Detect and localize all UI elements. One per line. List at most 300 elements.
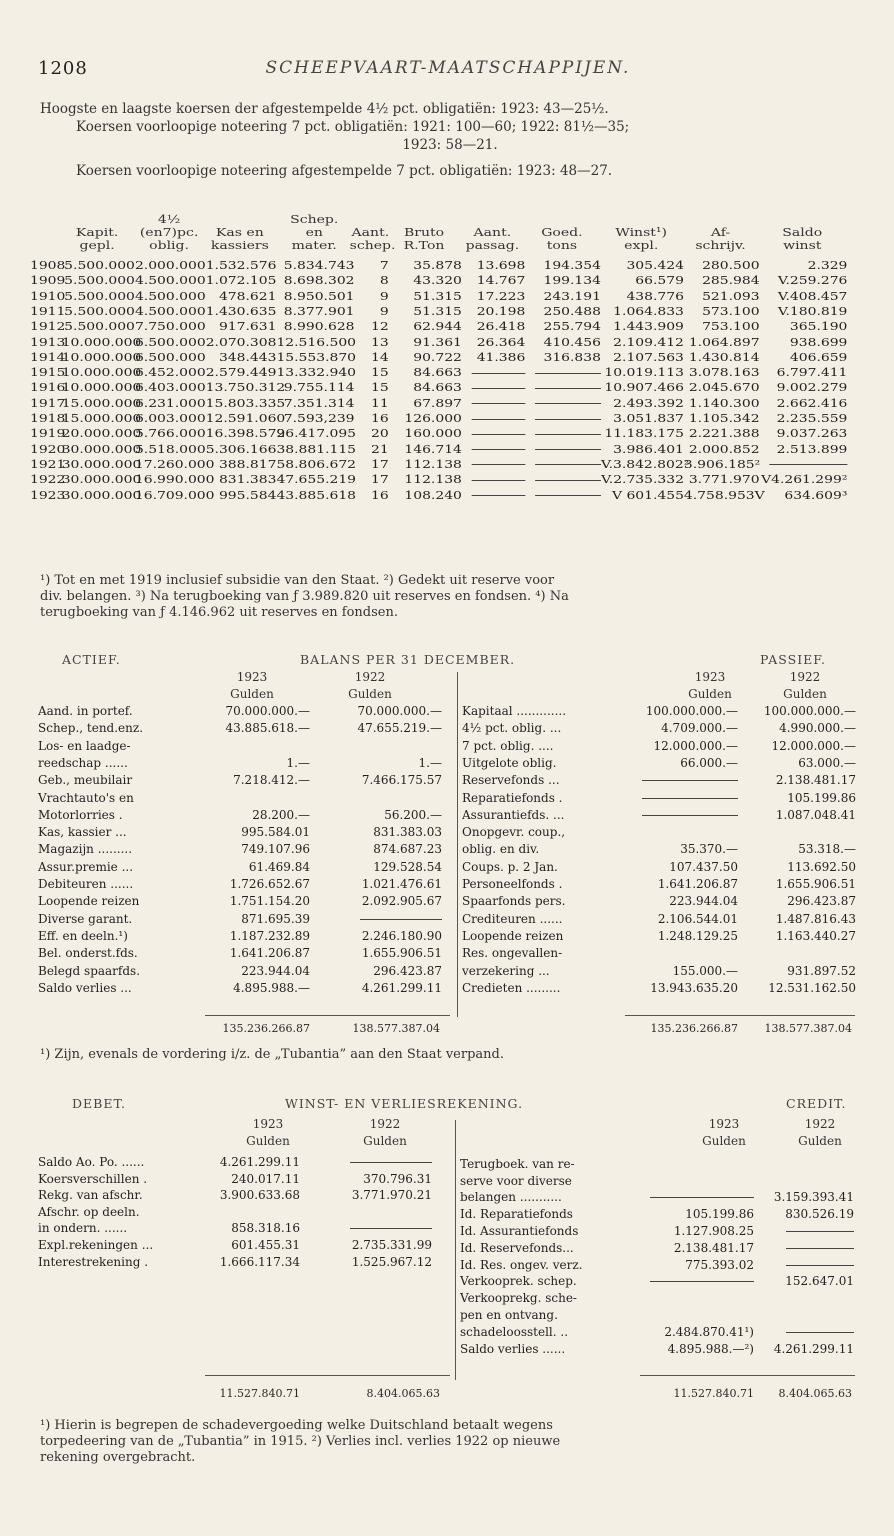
dash-rule [472, 388, 526, 389]
credit-item-label: Id. Reparatiefonds [460, 1207, 573, 1222]
table-cell: 573.100 [702, 303, 760, 318]
table-cell: 1.430.814 [688, 349, 760, 364]
table-cell: 20.000.000 [61, 426, 142, 441]
actief-amount-1923: 749.107.96 [241, 842, 310, 857]
passief-row [462, 825, 892, 840]
credit-row [460, 1258, 890, 1273]
actief-item-label: Eff. en deeln.¹) [38, 928, 128, 943]
debet-item-label: in ondern. ...... [38, 1221, 128, 1236]
actief-item-label: reedschap ...... [38, 755, 128, 770]
intro-line-1: Hoogste en laagste koersen der afgestempelde 4½ pct. obligatiën: 1923: 43—25½. [40, 101, 609, 117]
actief-amount-1923: 61.469.84 [248, 859, 310, 874]
actief-item-label: Bel. onderst.fds. [38, 946, 138, 961]
table-cell [525, 472, 601, 487]
table-cell [525, 380, 601, 395]
passief-row [462, 929, 892, 944]
stats-header-4-l1: Schep. [290, 212, 339, 226]
credit-row [460, 1190, 890, 1205]
credit-item-label: Verkooprekg. sche- [460, 1291, 577, 1306]
table-cell: 410.456 [543, 334, 601, 349]
passief-row [462, 791, 892, 806]
credit-amount-1923 [620, 1274, 754, 1289]
passief-amount-1922: 100.000.000.— [763, 704, 856, 718]
credit-item-label: Saldo verlies ...... [460, 1341, 566, 1356]
table-row [30, 289, 860, 304]
row-year: 1918 [30, 411, 66, 425]
credit-item-label: serve voor diverse [460, 1173, 572, 1188]
dash-rule [535, 449, 601, 450]
passief-item-label: Assurantiefds. ... [462, 807, 565, 822]
row-year: 1921 [30, 456, 66, 471]
credit-row [460, 1325, 890, 1340]
actief-amount-1923: 1.187.232.89 [229, 928, 310, 943]
stats-header-10-l3: schrijv. [695, 238, 746, 252]
table-cell: 47.655.219 [276, 472, 357, 487]
debet-item-label: Interestrekening . [38, 1254, 149, 1269]
actief-row [38, 825, 468, 840]
table-cell: 26.364 [476, 334, 526, 349]
table-cell: 146.714 [404, 441, 462, 456]
winst-total-left-1923: 11.527.840.71 [219, 1387, 300, 1400]
winst-debet-label: DEBET. [72, 1096, 126, 1111]
dash-rule [535, 434, 601, 435]
stats-header-6-l2: Bruto [403, 225, 445, 239]
actief-amount-1923: 1.— [286, 755, 310, 770]
passief-amount-1922: 1.655.906.51 [775, 877, 856, 891]
balans-unit-1922-left: Gulden [348, 687, 392, 701]
passief-row [462, 773, 892, 788]
passief-amount-1923: 100.000.000.— [645, 704, 738, 718]
actief-row [38, 721, 468, 736]
stats-header-3-l3: kassiers [210, 238, 269, 252]
table-cell: 2.045.670 [688, 380, 760, 395]
credit-amount-1923: 105.199.86 [685, 1207, 754, 1222]
table-cell: 5.500.000 [64, 303, 135, 318]
actief-amount-1922: 1.021.476.61 [361, 877, 442, 891]
row-year: 1923 [30, 487, 66, 502]
actief-amount-1922: 4.261.299.11 [361, 980, 442, 995]
actief-amount-1923: 4.895.988.— [233, 980, 310, 995]
balans-total-left-1923: 135.236.266.87 [222, 1022, 310, 1035]
row-year: 1919 [30, 426, 66, 441]
table-cell: 5.306.166 [205, 441, 277, 456]
balans-total-left-1922: 138.577.387.04 [352, 1022, 440, 1035]
winst-unit-1922-left: Gulden [363, 1134, 407, 1148]
table-cell: 13.750.312 [205, 380, 286, 395]
passief-row [462, 739, 892, 754]
stats-header-2-l1: 4½ [157, 212, 181, 226]
table-cell: 8.377.901 [283, 303, 355, 318]
passief-amount-1922: 12.000.000.— [771, 738, 856, 753]
credit-amount-1922 [756, 1258, 854, 1273]
passief-amount-1923: 107.437.50 [669, 859, 738, 874]
dash-rule [472, 403, 526, 404]
winst-credit-label: CREDIT. [786, 1096, 847, 1111]
actief-amount-1923: 1.751.154.20 [229, 894, 310, 909]
table-cell [760, 457, 848, 472]
page-header [38, 58, 858, 82]
winst-unit-1922-right: Gulden [798, 1134, 842, 1148]
table-row [30, 319, 860, 334]
actief-row [38, 773, 468, 788]
passief-item-label: verzekering ... [462, 963, 550, 978]
table-cell: 478.621 [218, 288, 277, 303]
passief-row [462, 981, 892, 996]
table-cell: 6.003.000 [134, 411, 206, 425]
balans-unit-1923-right: Gulden [688, 687, 732, 701]
row-year: 1920 [30, 441, 66, 456]
row-year: 1909 [30, 273, 66, 288]
debet-amount-1922: 370.796.31 [363, 1171, 432, 1186]
actief-amount-1922: 2.246.180.90 [361, 928, 442, 943]
table-cell: 10.000.000 [61, 365, 142, 380]
stats-header-9-l3: expl. [624, 238, 659, 252]
table-cell: 1.140.300 [688, 395, 760, 410]
table-cell: 2.579.449 [205, 365, 277, 380]
table-cell: 2.107.563 [613, 349, 684, 364]
passief-amount-1922: 1.487.816.43 [775, 911, 856, 926]
stats-header-6-l3: R.Ton [403, 238, 445, 252]
balans-passief-label: PASSIEF. [760, 652, 826, 667]
passief-row [462, 964, 892, 979]
actief-amount-1923: 1.641.206.87 [229, 946, 310, 961]
passief-amount-1923: 223.944.04 [669, 894, 738, 909]
row-year: 1916 [30, 380, 66, 395]
debet-amount-1923: 3.900.633.68 [219, 1188, 300, 1203]
table-cell: 21 [370, 441, 389, 456]
balans-unit-1923-left: Gulden [230, 687, 274, 701]
table-cell: 16.398.579 [205, 426, 286, 441]
dash-rule [535, 480, 601, 481]
table-cell: 10.000.000 [61, 334, 142, 349]
credit-amount-1923: 2.138.481.17 [673, 1240, 754, 1255]
debet-row [38, 1221, 468, 1236]
stats-header-1-l3: gepl. [79, 238, 115, 252]
table-cell: 5.500.000 [64, 288, 135, 303]
intro-line-4: Koersen voorloopige noteering afgestempelde 7 pct. obligatiën: 1923: 48—27. [76, 163, 613, 179]
actief-row [38, 929, 468, 944]
credit-amount-1922 [756, 1224, 854, 1239]
row-year: 1915 [30, 365, 66, 380]
table-cell: 831.383 [218, 472, 277, 487]
actief-amount-1922 [330, 912, 442, 927]
debet-item-label: Saldo Ao. Po. ...... [38, 1155, 145, 1169]
winst-footnote-2: torpedeering van de „Tubantia” in 1915. ²) Verlies incl. verlies 1922 op nieuwe [40, 1434, 561, 1449]
table-cell [462, 380, 525, 395]
debet-amount-1923: 4.261.299.11 [219, 1155, 300, 1169]
table-cell: 112.138 [404, 456, 462, 471]
table-cell: 16 [370, 411, 389, 425]
actief-amount-1922: 874.687.23 [373, 842, 442, 857]
table-cell: 6.403.000 [134, 380, 206, 395]
table-cell: 15 [370, 380, 389, 395]
actief-item-label: Kas, kassier ... [38, 825, 127, 840]
table-cell: 14 [370, 349, 389, 364]
table-cell: 6.231.000 [134, 395, 206, 410]
dash-rule [472, 434, 526, 435]
actief-row [38, 704, 468, 719]
table-cell: 17 [370, 472, 389, 487]
table-cell: 38.881.115 [276, 441, 357, 456]
actief-item-label: Geb., meubilair [38, 773, 133, 788]
statistics-table [30, 212, 894, 562]
passief-amount-1922: 53.318.— [798, 842, 856, 857]
credit-row [460, 1140, 890, 1155]
dash-rule [472, 373, 526, 374]
table-cell: 1.064.897 [688, 334, 760, 349]
row-year: 1922 [30, 472, 66, 487]
table-cell [525, 426, 601, 441]
stats-header-5-l3: schep. [349, 238, 396, 252]
dash-rule [650, 1197, 754, 1198]
stats-header-2-l3: oblig. [149, 238, 190, 252]
dash-rule [650, 1281, 754, 1282]
stats-header-2-l2: (en7)pc. [139, 225, 199, 239]
stats-header-3-l2: Kas en [215, 225, 264, 239]
table-cell: 112.138 [404, 472, 462, 487]
credit-amount-1922: 4.261.299.11 [773, 1341, 854, 1356]
table-cell [462, 457, 525, 472]
credit-amount-1922: 152.647.01 [785, 1274, 854, 1289]
table-cell: 406.659 [789, 349, 848, 364]
actief-row [38, 756, 468, 771]
balans-year-1923-right: 1923 [694, 670, 726, 684]
footnote-line-3: terugboeking van ƒ 4.146.962 uit reserves en fondsen. [40, 605, 398, 620]
table-cell: 5.834.743 [283, 258, 355, 272]
stats-header-8-l3: tons [546, 238, 578, 252]
balans-total-right-1923: 135.236.266.87 [650, 1022, 738, 1035]
dash-rule [535, 403, 601, 404]
table-row [30, 380, 860, 395]
row-year: 1912 [30, 319, 66, 334]
table-cell: 15 [370, 365, 389, 380]
winst-year-1922-right: 1922 [804, 1117, 836, 1131]
actief-item-label: Belegd spaarfds. [38, 963, 141, 978]
actief-row [38, 912, 468, 927]
debet-row [38, 1155, 468, 1170]
balans-passief-list [462, 704, 862, 1004]
passief-item-label: Credieten ......... [462, 980, 561, 995]
table-cell: 30.000.000 [61, 487, 142, 502]
passief-row [462, 860, 892, 875]
debet-row [38, 1172, 468, 1187]
table-cell: 938.699 [789, 334, 848, 349]
actief-item-label: Schep., tend.enz. [38, 721, 144, 736]
table-cell: 9 [379, 303, 389, 318]
actief-item-label: Assur.premie ... [38, 859, 134, 874]
balans-year-1922-left: 1922 [354, 670, 386, 684]
table-cell: 348.443 [218, 349, 277, 364]
passief-row [462, 894, 892, 909]
actief-amount-1922: 296.423.87 [373, 963, 442, 978]
debet-row [38, 1238, 468, 1253]
passief-item-label: 4½ pct. oblig. ... [462, 721, 562, 736]
passief-amount-1923: 4.709.000.— [661, 721, 738, 736]
passief-amount-1923 [612, 791, 738, 806]
table-cell: 41.386 [476, 349, 526, 364]
actief-item-label: Vrachtauto's en [38, 790, 134, 805]
footnote-line-2: div. belangen. ³) Na terugboeking van ƒ 3.989.820 uit reserves en fondsen. ⁴) Na [40, 589, 569, 604]
table-cell: 5.500.000 [64, 273, 135, 288]
table-row [30, 365, 860, 380]
balans-footnote: ¹) Zijn, evenals de vordering i/z. de „Tubantia” aan den Staat verpand. [40, 1047, 504, 1062]
running-title: SCHEEPVAART-MAATSCHAPPIJEN. [265, 58, 631, 78]
table-cell: 316.838 [543, 349, 601, 364]
table-cell [462, 442, 525, 457]
table-cell: 6.500.000 [134, 349, 206, 364]
dash-rule [472, 464, 526, 465]
table-cell: 4.500.000 [134, 273, 206, 288]
table-cell: 1.064.833 [613, 303, 684, 318]
table-cell: 20 [370, 426, 389, 441]
winst-total-right-1922: 8.404.065.63 [778, 1387, 852, 1400]
table-cell: 250.488 [543, 303, 601, 318]
page-number: 1208 [38, 58, 88, 79]
table-cell: V.408.457 [777, 288, 848, 303]
passief-row [462, 877, 892, 892]
table-cell: 365.190 [789, 319, 848, 334]
stats-header-4-l3: mater. [291, 238, 337, 252]
dash-rule [786, 1248, 854, 1249]
table-cell: 2.109.412 [613, 334, 684, 349]
actief-row [38, 946, 468, 961]
credit-item-label: belangen ........... [460, 1190, 562, 1205]
table-cell: 2.000.000 [134, 258, 206, 272]
passief-row [462, 704, 892, 719]
table-cell: 438.776 [626, 288, 684, 303]
credit-amount-1922 [756, 1241, 854, 1256]
actief-amount-1922: 831.383.03 [373, 825, 442, 840]
table-cell [462, 396, 525, 411]
passief-amount-1923: 1.248.129.25 [657, 928, 738, 943]
table-cell: 2.513.899 [776, 441, 848, 456]
table-cell: V 601.455 [611, 487, 684, 502]
passief-amount-1922: 1.163.440.27 [775, 928, 856, 943]
actief-item-label: Motorlorries . [38, 807, 123, 822]
actief-amount-1923: 28.200.— [252, 807, 310, 822]
credit-item-label: schadeloosstell. .. [460, 1324, 569, 1339]
passief-amount-1922: 113.692.50 [787, 859, 856, 874]
winst-year-1923-right: 1923 [708, 1117, 740, 1131]
table-cell: 13 [370, 334, 389, 349]
table-cell: 7.750.000 [134, 319, 206, 334]
table-cell: 160.000 [404, 426, 462, 441]
debet-item-label: Afschr. op deeln. [38, 1204, 140, 1219]
credit-row [460, 1207, 890, 1222]
row-year: 1910 [30, 288, 66, 303]
table-cell: 995.584 [218, 487, 277, 502]
debet-amount-1922 [320, 1221, 432, 1236]
table-cell: 6.500.000 [134, 334, 206, 349]
table-cell: 10.907.466 [604, 380, 684, 395]
actief-amount-1922: 1.655.906.51 [361, 946, 442, 961]
table-cell: 285.984 [702, 273, 760, 288]
table-cell: 1.532.576 [205, 258, 277, 272]
stats-header-10-l2: Af- [710, 225, 731, 239]
passief-item-label: Reservefonds ... [462, 773, 560, 788]
actief-item-label: Debiteuren ...... [38, 877, 134, 891]
table-cell: 4.758.953V [683, 487, 765, 502]
passief-amount-1922: 12.531.162.50 [768, 980, 856, 995]
credit-item-label: Id. Assurantiefonds [460, 1224, 579, 1238]
dash-rule [535, 464, 601, 465]
winst-footnote-3: rekening overgebracht. [40, 1450, 196, 1465]
table-row [30, 457, 860, 472]
table-cell: 35.878 [413, 258, 462, 272]
actief-amount-1923: 7.218.412.— [233, 773, 310, 788]
debet-row [38, 1188, 468, 1203]
row-year: 1917 [30, 395, 66, 410]
debet-amount-1922: 3.771.970.21 [351, 1188, 432, 1203]
table-cell: V.259.276 [777, 273, 848, 288]
table-cell: 5.766.000 [134, 426, 206, 441]
passief-amount-1922: 296.423.87 [787, 894, 856, 909]
table-cell: 10.019.113 [604, 365, 684, 380]
credit-amount-1923: 4.895.988.—²) [667, 1341, 754, 1356]
table-cell: 6.797.411 [776, 365, 848, 380]
table-cell: 5.518.000 [134, 441, 206, 456]
table-cell: 17 [370, 456, 389, 471]
table-cell: 16.709.000 [134, 487, 215, 502]
table-cell: 126.000 [404, 411, 462, 425]
passief-amount-1923: 1.641.206.87 [657, 877, 738, 891]
table-cell [462, 488, 525, 503]
actief-amount-1923: 995.584.01 [241, 825, 310, 840]
winst-credit-list [460, 1140, 860, 1370]
stats-header-7-l3: passag. [465, 238, 520, 252]
row-year: 1908 [30, 258, 66, 272]
table-cell: 90.722 [413, 349, 462, 364]
table-cell: 3.078.163 [688, 365, 760, 380]
table-row [30, 350, 860, 365]
table-cell [525, 442, 601, 457]
table-cell: 7 [379, 258, 389, 272]
table-cell: 8.698.302 [283, 273, 355, 288]
table-cell: 199.134 [543, 273, 601, 288]
credit-amount-1923 [620, 1190, 754, 1205]
table-cell: 12.516.500 [276, 334, 357, 349]
table-cell: 11.183.175 [604, 426, 684, 441]
table-cell: 17.260.000 [134, 456, 215, 471]
intro-line-3: 1923: 58—21. [402, 137, 498, 153]
table-cell: 305.424 [626, 258, 684, 272]
table-cell: 51.315 [413, 303, 462, 318]
table-cell: 8 [379, 273, 389, 288]
table-cell: 3.771.970 [688, 472, 760, 487]
table-row [30, 411, 860, 426]
winst-total-rule-right [640, 1375, 855, 1376]
dash-rule [786, 1332, 854, 1333]
passief-row [462, 946, 892, 961]
table-cell [462, 365, 525, 380]
dash-rule [642, 798, 738, 799]
table-cell: 243.191 [543, 288, 601, 303]
table-cell: 8.950.501 [283, 288, 355, 303]
table-cell: 10.000.000 [61, 380, 142, 395]
balans-year-1922-right: 1922 [789, 670, 821, 684]
table-cell: V.180.819 [777, 303, 848, 318]
actief-amount-1922: 47.655.219.— [357, 721, 442, 736]
actief-amount-1923: 70.000.000.— [225, 704, 310, 718]
actief-amount-1923: 223.944.04 [241, 963, 310, 978]
winst-debet-list [38, 1155, 450, 1275]
actief-item-label: Saldo verlies ... [38, 980, 132, 995]
row-year: 1913 [30, 334, 66, 349]
passief-row [462, 842, 892, 857]
table-cell: 6.452.000 [134, 365, 206, 380]
stats-header-11-l2: Saldo [782, 225, 823, 239]
passief-amount-1923 [612, 808, 738, 823]
